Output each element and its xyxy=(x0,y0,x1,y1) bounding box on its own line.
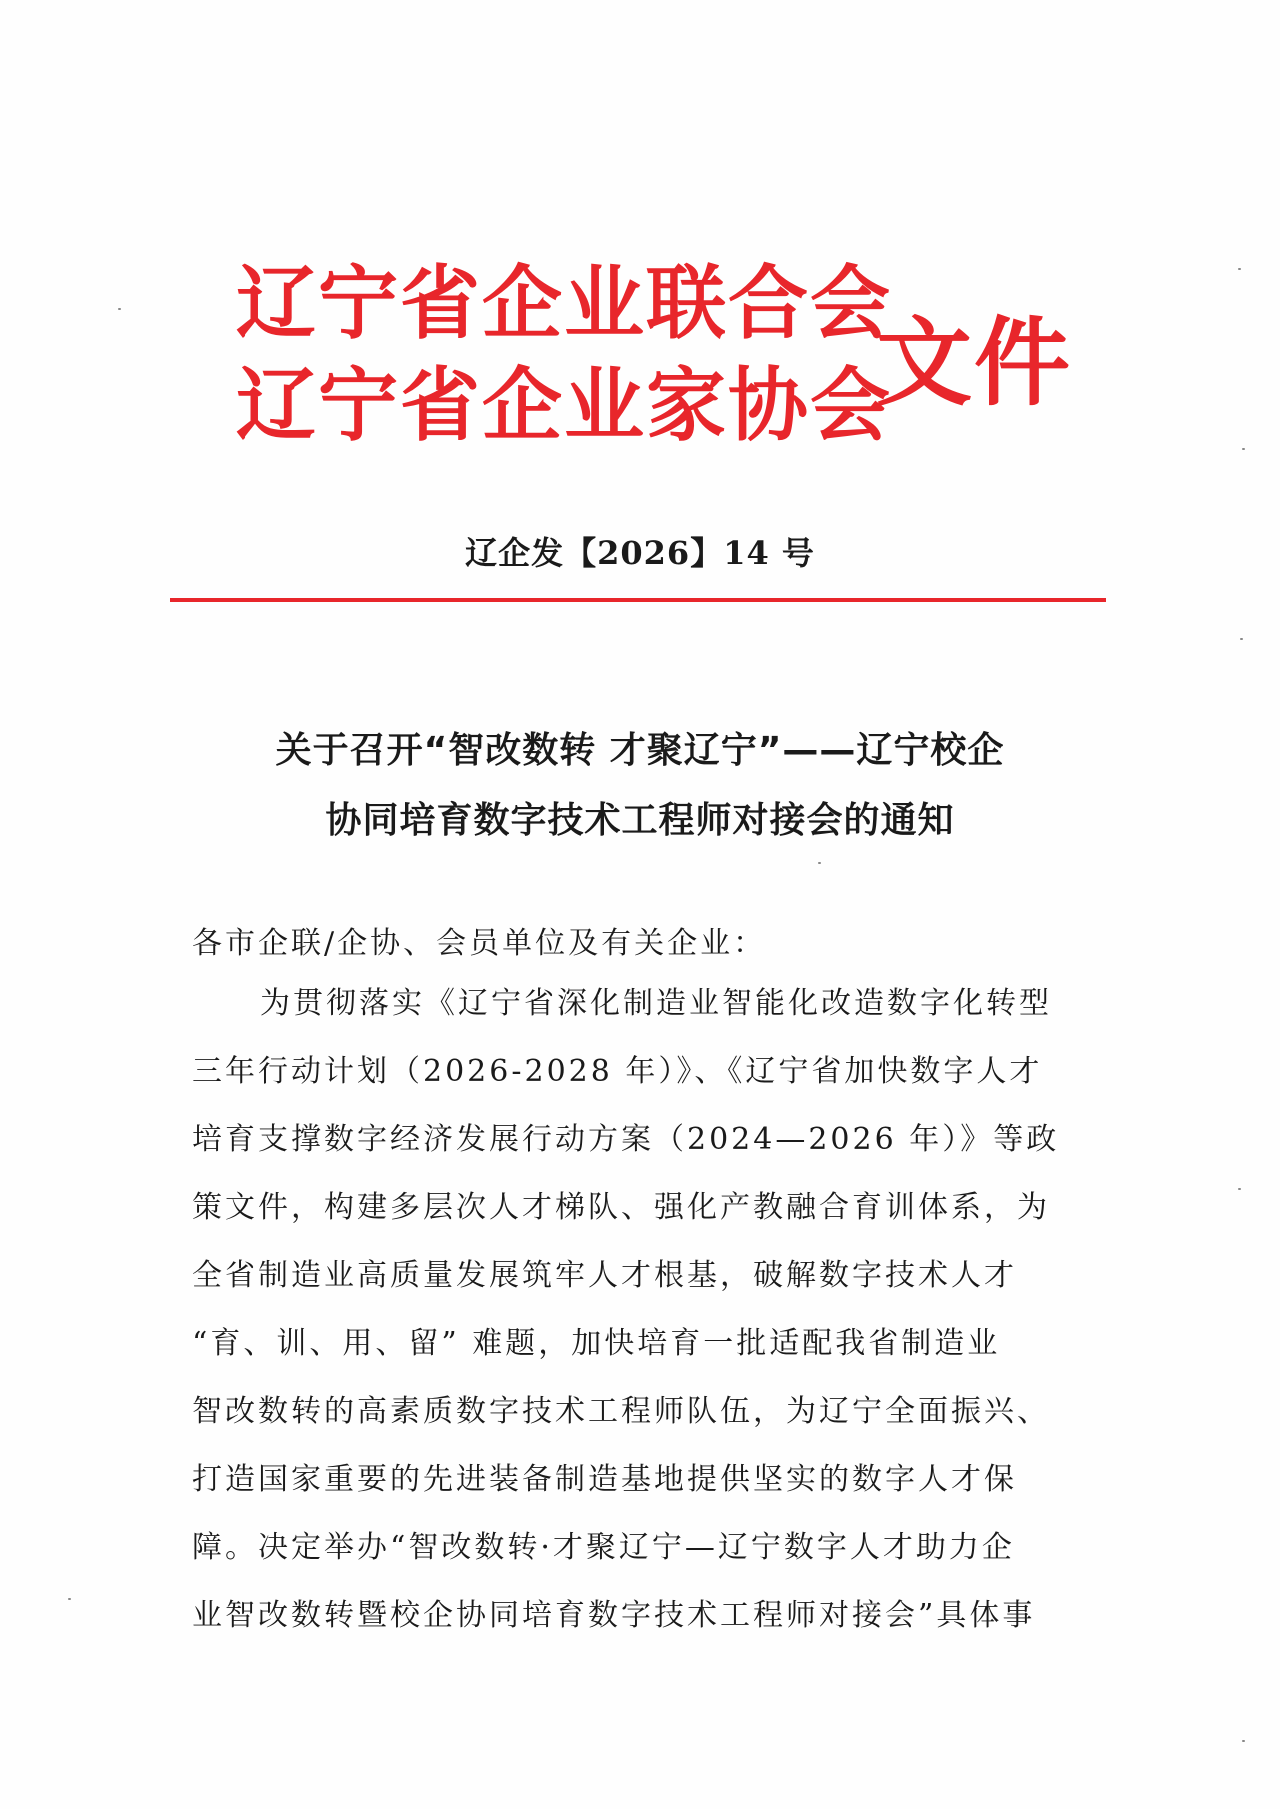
scan-speck xyxy=(1238,1188,1241,1190)
body-line: 全省制造业高质量发展筑牢人才根基，破解数字技术人才 xyxy=(192,1258,1017,1293)
scan-speck xyxy=(1242,448,1245,450)
red-masthead xyxy=(236,258,1096,458)
document-number: 辽企发【2026】14 号 xyxy=(465,534,815,572)
notice-title xyxy=(0,716,1280,856)
salutation: 各市企联/企协、会员单位及有关企业： xyxy=(192,926,767,961)
body-line: “育、训、用、留” 难题，加快培育一批适配我省制造业 xyxy=(192,1326,1001,1361)
scan-speck xyxy=(118,308,121,310)
scan-speck xyxy=(1238,268,1241,270)
body-line: 培育支撑数字经济发展行动方案（2024—2026 年）》等政 xyxy=(192,1122,1060,1157)
body-line: 智改数转的高素质数字技术工程师队伍，为辽宁全面振兴、 xyxy=(192,1394,1050,1429)
document-type-label: 文件 xyxy=(876,307,1072,419)
body-line: 三年行动计划（2026-2028 年）》、《辽宁省加快数字人才 xyxy=(192,1054,1043,1089)
body-line: 业智改数转暨校企协同培育数字技术工程师对接会”具体事 xyxy=(192,1598,1036,1633)
body-line: 策文件，构建多层次人才梯队、强化产教融合育训体系，为 xyxy=(192,1190,1050,1225)
scan-speck xyxy=(1242,1740,1245,1742)
title-line-2: 协同培育数字技术工程师对接会的通知 xyxy=(325,800,955,841)
scan-speck xyxy=(68,1598,71,1600)
scan-speck xyxy=(818,862,821,864)
issuer-name-2: 辽宁省企业家协会 xyxy=(236,359,892,452)
body-paragraph xyxy=(192,970,1092,1650)
body-line: 障。决定举办“智改数转·才聚辽宁—辽宁数字人才助力企 xyxy=(192,1530,1015,1565)
body-line: 为贯彻落实《辽宁省深化制造业智能化改造数字化转型 xyxy=(260,986,1052,1021)
issuer-name-1: 辽宁省企业联合会 xyxy=(236,257,892,350)
scan-speck xyxy=(1240,638,1243,640)
body-line: 打造国家重要的先进装备制造基地提供坚实的数字人才保 xyxy=(192,1462,1017,1497)
red-divider xyxy=(170,598,1106,602)
title-line-1: 关于召开“智改数转 才聚辽宁”——辽宁校企 xyxy=(275,730,1005,771)
